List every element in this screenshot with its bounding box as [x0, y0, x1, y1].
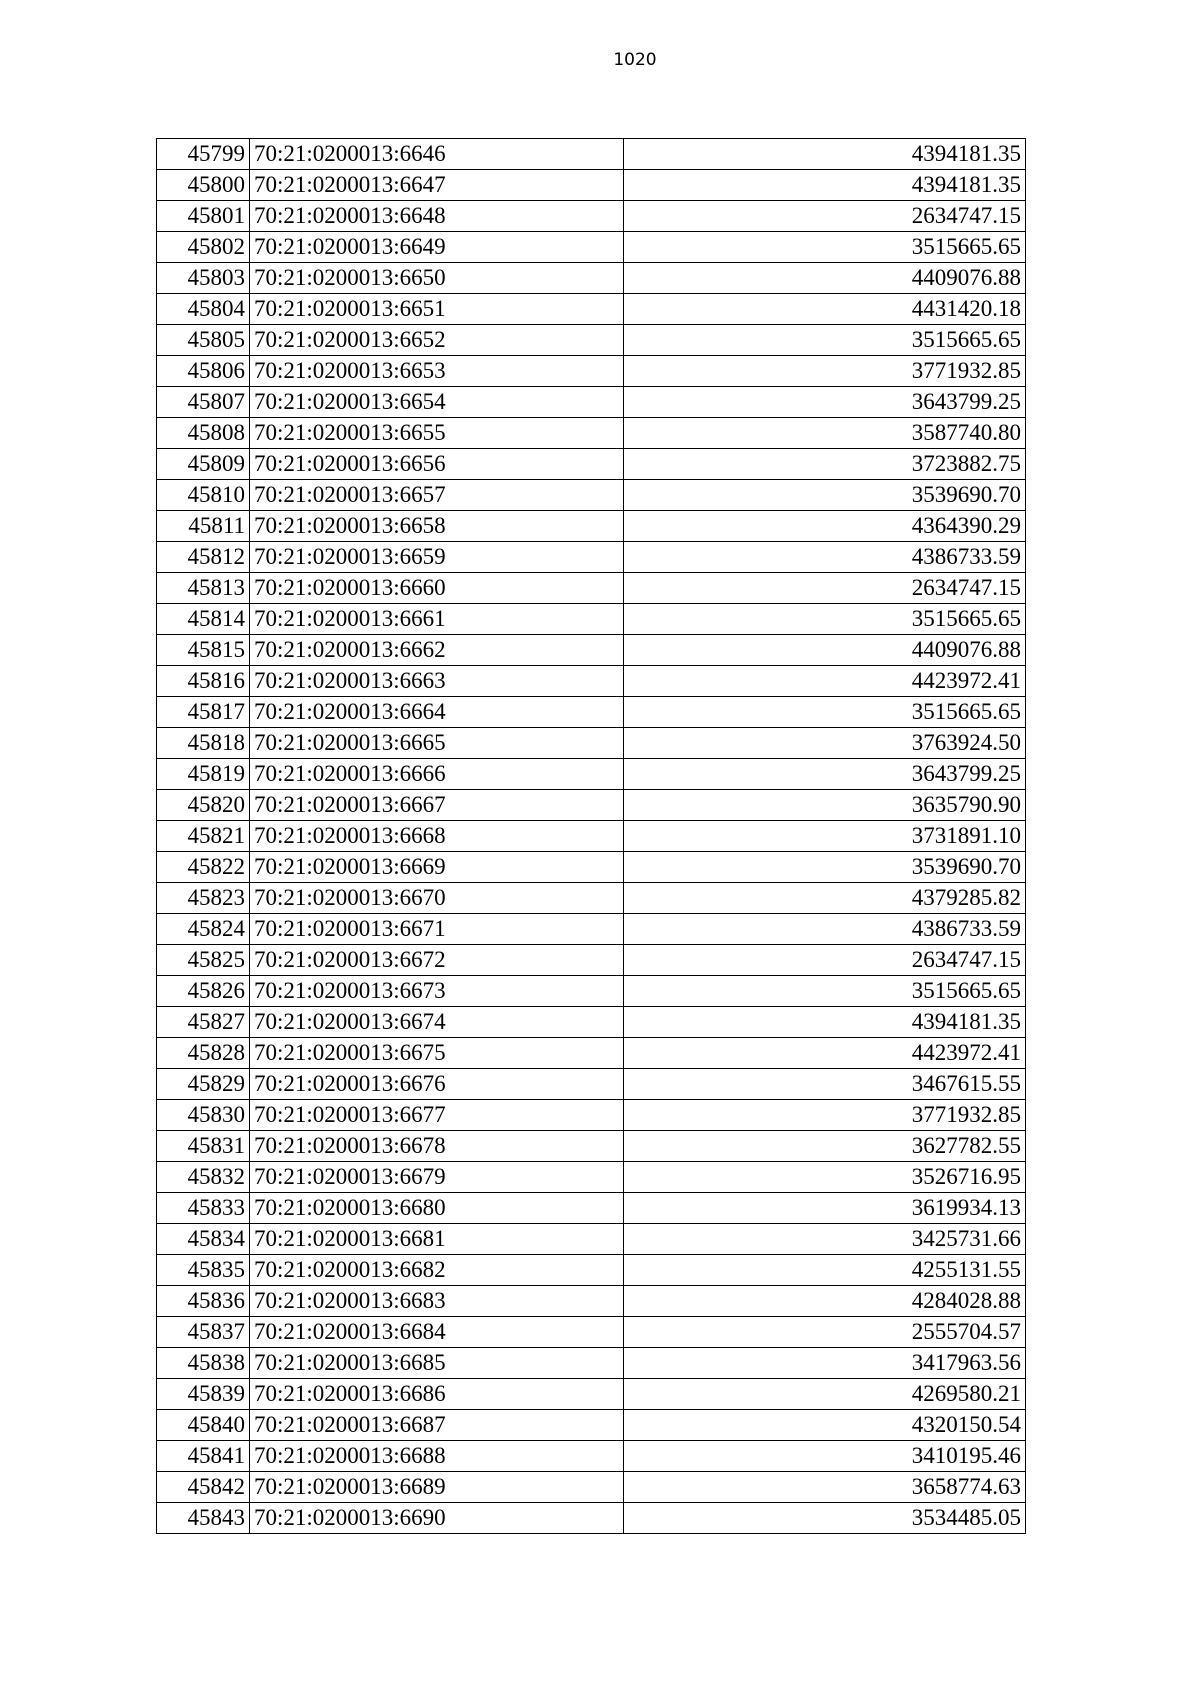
cadastral-number-cell: 70:21:0200013:6657: [250, 480, 624, 511]
row-number-cell: 45815: [157, 635, 250, 666]
value-cell: 3515665.65: [624, 604, 1026, 635]
row-number-cell: 45804: [157, 294, 250, 325]
table-row: [157, 821, 1026, 852]
value-cell: 3619934.13: [624, 1193, 1026, 1224]
value-cell: 4431420.18: [624, 294, 1026, 325]
value-cell: 2555704.57: [624, 1317, 1026, 1348]
table-row: [157, 449, 1026, 480]
table-row: [157, 635, 1026, 666]
table-row: [157, 1193, 1026, 1224]
cadastral-number-cell: 70:21:0200013:6670: [250, 883, 624, 914]
table-row: [157, 1162, 1026, 1193]
row-number-cell: 45836: [157, 1286, 250, 1317]
cadastral-number-cell: 70:21:0200013:6685: [250, 1348, 624, 1379]
row-number-cell: 45833: [157, 1193, 250, 1224]
table-row: [157, 1317, 1026, 1348]
cadastral-number-cell: 70:21:0200013:6646: [250, 139, 624, 170]
row-number-cell: 45834: [157, 1224, 250, 1255]
page-number: 1020: [613, 50, 657, 70]
cadastral-number-cell: 70:21:0200013:6660: [250, 573, 624, 604]
value-cell: 4255131.55: [624, 1255, 1026, 1286]
value-cell: 4386733.59: [624, 542, 1026, 573]
table-row: [157, 480, 1026, 511]
row-number-cell: 45839: [157, 1379, 250, 1410]
row-number-cell: 45831: [157, 1131, 250, 1162]
table-row: [157, 883, 1026, 914]
row-number-cell: 45838: [157, 1348, 250, 1379]
table-row: [157, 1224, 1026, 1255]
value-cell: 3417963.56: [624, 1348, 1026, 1379]
value-cell: 3643799.25: [624, 759, 1026, 790]
value-cell: 2634747.15: [624, 201, 1026, 232]
cadastral-number-cell: 70:21:0200013:6662: [250, 635, 624, 666]
value-cell: 4423972.41: [624, 1038, 1026, 1069]
value-cell: 4409076.88: [624, 263, 1026, 294]
table-row: [157, 1069, 1026, 1100]
table-row: [157, 1441, 1026, 1472]
row-number-cell: 45812: [157, 542, 250, 573]
table-row: [157, 1410, 1026, 1441]
row-number-cell: 45821: [157, 821, 250, 852]
row-number-cell: 45805: [157, 325, 250, 356]
row-number-cell: 45841: [157, 1441, 250, 1472]
table-row: [157, 1286, 1026, 1317]
cadastral-number-cell: 70:21:0200013:6676: [250, 1069, 624, 1100]
cadastral-number-cell: 70:21:0200013:6653: [250, 356, 624, 387]
cadastral-number-cell: 70:21:0200013:6669: [250, 852, 624, 883]
row-number-cell: 45814: [157, 604, 250, 635]
row-number-cell: 45800: [157, 170, 250, 201]
table-body: [157, 139, 1026, 1534]
cadastral-number-cell: 70:21:0200013:6667: [250, 790, 624, 821]
row-number-cell: 45807: [157, 387, 250, 418]
table-row: [157, 790, 1026, 821]
table-row: [157, 573, 1026, 604]
value-cell: 4284028.88: [624, 1286, 1026, 1317]
cadastral-number-cell: 70:21:0200013:6647: [250, 170, 624, 201]
table-row: [157, 728, 1026, 759]
cadastral-number-cell: 70:21:0200013:6650: [250, 263, 624, 294]
row-number-cell: 45827: [157, 1007, 250, 1038]
cadastral-number-cell: 70:21:0200013:6664: [250, 697, 624, 728]
table-row: [157, 914, 1026, 945]
row-number-cell: 45811: [157, 511, 250, 542]
value-cell: 3643799.25: [624, 387, 1026, 418]
cadastral-number-cell: 70:21:0200013:6687: [250, 1410, 624, 1441]
row-number-cell: 45823: [157, 883, 250, 914]
value-cell: 4386733.59: [624, 914, 1026, 945]
table-row: [157, 604, 1026, 635]
row-number-cell: 45799: [157, 139, 250, 170]
table-row: [157, 666, 1026, 697]
table-row: [157, 139, 1026, 170]
table-row: [157, 1038, 1026, 1069]
row-number-cell: 45808: [157, 418, 250, 449]
value-cell: 3534485.05: [624, 1503, 1026, 1534]
value-cell: 4394181.35: [624, 1007, 1026, 1038]
value-cell: 4394181.35: [624, 170, 1026, 201]
row-number-cell: 45801: [157, 201, 250, 232]
value-cell: 3539690.70: [624, 480, 1026, 511]
cadastral-number-cell: 70:21:0200013:6649: [250, 232, 624, 263]
row-number-cell: 45822: [157, 852, 250, 883]
table-row: [157, 232, 1026, 263]
value-cell: 4394181.35: [624, 139, 1026, 170]
value-cell: 2634747.15: [624, 573, 1026, 604]
cadastral-number-cell: 70:21:0200013:6651: [250, 294, 624, 325]
row-number-cell: 45813: [157, 573, 250, 604]
value-cell: 3771932.85: [624, 1100, 1026, 1131]
table-row: [157, 170, 1026, 201]
value-cell: 4364390.29: [624, 511, 1026, 542]
cadastral-number-cell: 70:21:0200013:6689: [250, 1472, 624, 1503]
value-cell: 3635790.90: [624, 790, 1026, 821]
cadastral-number-cell: 70:21:0200013:6668: [250, 821, 624, 852]
cadastral-number-cell: 70:21:0200013:6673: [250, 976, 624, 1007]
cadastral-number-cell: 70:21:0200013:6681: [250, 1224, 624, 1255]
data-table: [156, 138, 1026, 1534]
value-cell: 3515665.65: [624, 325, 1026, 356]
cadastral-number-cell: 70:21:0200013:6656: [250, 449, 624, 480]
row-number-cell: 45837: [157, 1317, 250, 1348]
cadastral-number-cell: 70:21:0200013:6672: [250, 945, 624, 976]
cadastral-number-cell: 70:21:0200013:6679: [250, 1162, 624, 1193]
cadastral-number-cell: 70:21:0200013:6675: [250, 1038, 624, 1069]
cadastral-number-cell: 70:21:0200013:6671: [250, 914, 624, 945]
row-number-cell: 45840: [157, 1410, 250, 1441]
value-cell: 3539690.70: [624, 852, 1026, 883]
table-row: [157, 1007, 1026, 1038]
table-row: [157, 759, 1026, 790]
table-row: [157, 542, 1026, 573]
table-row: [157, 1131, 1026, 1162]
table-row: [157, 1503, 1026, 1534]
cadastral-number-cell: 70:21:0200013:6677: [250, 1100, 624, 1131]
table-row: [157, 1348, 1026, 1379]
row-number-cell: 45809: [157, 449, 250, 480]
cadastral-number-cell: 70:21:0200013:6686: [250, 1379, 624, 1410]
value-cell: 3763924.50: [624, 728, 1026, 759]
cadastral-number-cell: 70:21:0200013:6683: [250, 1286, 624, 1317]
value-cell: 3410195.46: [624, 1441, 1026, 1472]
table-row: [157, 418, 1026, 449]
row-number-cell: 45824: [157, 914, 250, 945]
table-row: [157, 511, 1026, 542]
row-number-cell: 45842: [157, 1472, 250, 1503]
value-cell: 4409076.88: [624, 635, 1026, 666]
row-number-cell: 45802: [157, 232, 250, 263]
value-cell: 4423972.41: [624, 666, 1026, 697]
table-row: [157, 945, 1026, 976]
cadastral-number-cell: 70:21:0200013:6682: [250, 1255, 624, 1286]
row-number-cell: 45817: [157, 697, 250, 728]
table-row: [157, 852, 1026, 883]
cadastral-number-cell: 70:21:0200013:6674: [250, 1007, 624, 1038]
row-number-cell: 45810: [157, 480, 250, 511]
cadastral-number-cell: 70:21:0200013:6648: [250, 201, 624, 232]
row-number-cell: 45843: [157, 1503, 250, 1534]
value-cell: 3515665.65: [624, 976, 1026, 1007]
value-cell: 3771932.85: [624, 356, 1026, 387]
value-cell: 3658774.63: [624, 1472, 1026, 1503]
value-cell: 3526716.95: [624, 1162, 1026, 1193]
value-cell: 3627782.55: [624, 1131, 1026, 1162]
row-number-cell: 45829: [157, 1069, 250, 1100]
cadastral-number-cell: 70:21:0200013:6663: [250, 666, 624, 697]
row-number-cell: 45832: [157, 1162, 250, 1193]
row-number-cell: 45830: [157, 1100, 250, 1131]
value-cell: 3731891.10: [624, 821, 1026, 852]
row-number-cell: 45825: [157, 945, 250, 976]
row-number-cell: 45803: [157, 263, 250, 294]
table-row: [157, 387, 1026, 418]
row-number-cell: 45818: [157, 728, 250, 759]
cadastral-number-cell: 70:21:0200013:6684: [250, 1317, 624, 1348]
table-row: [157, 1472, 1026, 1503]
table-row: [157, 263, 1026, 294]
cadastral-number-cell: 70:21:0200013:6661: [250, 604, 624, 635]
cadastral-number-cell: 70:21:0200013:6680: [250, 1193, 624, 1224]
table-row: [157, 201, 1026, 232]
value-cell: 4379285.82: [624, 883, 1026, 914]
row-number-cell: 45806: [157, 356, 250, 387]
row-number-cell: 45835: [157, 1255, 250, 1286]
value-cell: 3467615.55: [624, 1069, 1026, 1100]
table-row: [157, 325, 1026, 356]
cadastral-number-cell: 70:21:0200013:6665: [250, 728, 624, 759]
cadastral-number-cell: 70:21:0200013:6666: [250, 759, 624, 790]
cadastral-number-cell: 70:21:0200013:6659: [250, 542, 624, 573]
cadastral-number-cell: 70:21:0200013:6652: [250, 325, 624, 356]
cadastral-number-cell: 70:21:0200013:6688: [250, 1441, 624, 1472]
value-cell: 3723882.75: [624, 449, 1026, 480]
value-cell: 4320150.54: [624, 1410, 1026, 1441]
row-number-cell: 45819: [157, 759, 250, 790]
value-cell: 3587740.80: [624, 418, 1026, 449]
value-cell: 3515665.65: [624, 697, 1026, 728]
cadastral-number-cell: 70:21:0200013:6655: [250, 418, 624, 449]
row-number-cell: 45826: [157, 976, 250, 1007]
cadastral-number-cell: 70:21:0200013:6658: [250, 511, 624, 542]
value-cell: 2634747.15: [624, 945, 1026, 976]
cadastral-number-cell: 70:21:0200013:6654: [250, 387, 624, 418]
cadastral-number-cell: 70:21:0200013:6678: [250, 1131, 624, 1162]
row-number-cell: 45828: [157, 1038, 250, 1069]
table-row: [157, 697, 1026, 728]
value-cell: 3515665.65: [624, 232, 1026, 263]
table-row: [157, 356, 1026, 387]
table-row: [157, 294, 1026, 325]
cadastral-number-cell: 70:21:0200013:6690: [250, 1503, 624, 1534]
table-row: [157, 1379, 1026, 1410]
value-cell: 3425731.66: [624, 1224, 1026, 1255]
table-row: [157, 976, 1026, 1007]
table-row: [157, 1255, 1026, 1286]
value-cell: 4269580.21: [624, 1379, 1026, 1410]
table-row: [157, 1100, 1026, 1131]
row-number-cell: 45820: [157, 790, 250, 821]
row-number-cell: 45816: [157, 666, 250, 697]
